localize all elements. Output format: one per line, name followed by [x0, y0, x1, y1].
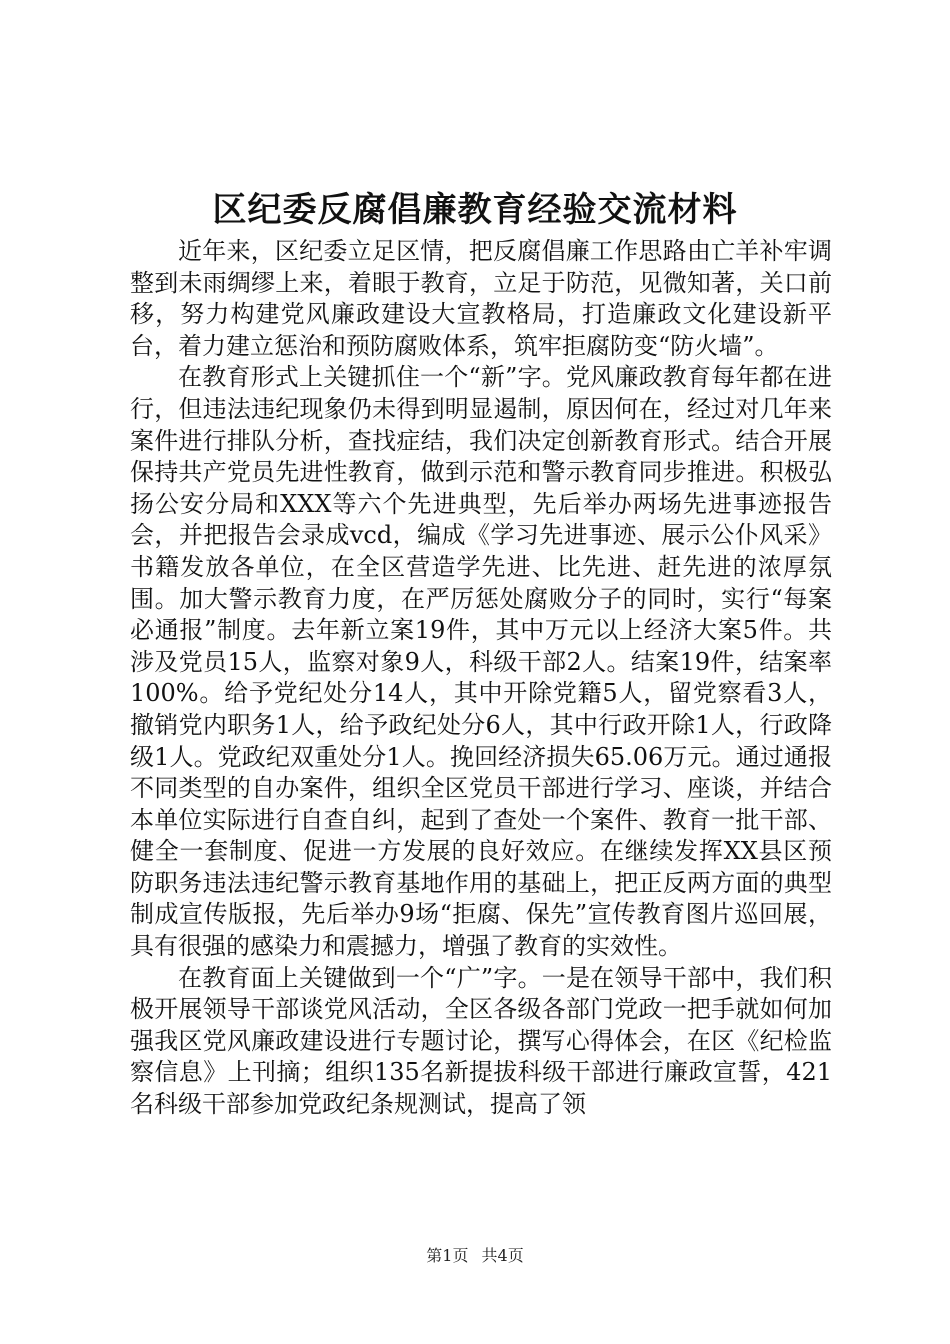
page-total: 共4页 — [481, 1246, 524, 1265]
page-footer — [0, 1243, 950, 1266]
document-title: 区纪委反腐倡廉教育经验交流材料 — [212, 190, 738, 230]
paragraph-education-form: 在教育形式上关键抓住一个“新”字。党风廉政教育每年都在进行，但违法违纪现象仍未得到明显遏制，原因何在，经过对几年来案件进行排队分析，查找症结，我们决定创新教育形式。结合开展保持共产党员先进性教育，做到示范和警示教育同步推进。积极弘扬公安分局和XXX等六个先进典型，先后举办两场先进事迹报告会，并把报告会录成vcd，编成《学习先进事迹、展示公仆风采》书籍发放各单位，在全区营造学先进、比先进、赶先进的浓厚氛围。加大警示教育力度，在严厉惩处腐败分子的同时，实行“每案必通报”制度。去年新立案19件，其中万元以上经济大案5件。共涉及党员15人，监察对象9人，科级干部2人。结案19件，结案率100%。给予党纪处分14人，其中开除党籍5人，留党察看3人，撤销党内职务1人，给予政纪处分6人，其中行政开除1人，行政降级1人。党政纪双重处分1人。挽回经济损失65.06万元。通过通报不同类型的自办案件，组织全区党员干部进行学习、座谈，并结合本单位实际进行自查自纠，起到了查处一个案件、教育一批干部、健全一套制度、促进一方发展的良好效应。在继续发挥XX县区预防职务违法违纪警示教育基地作用的基础上，把正反两方面的典型制成宣传版报，先后举办9场“拒腐、保先”宣传教育图片巡回展，具有很强的感染力和震撼力，增强了教育的实效性。 — [130, 363, 832, 961]
paragraph-education-scope: 在教育面上关键做到一个“广”字。一是在领导干部中，我们积极开展领导干部谈党风活动，全区各级各部门党政一把手就如何加强我区党风廉政建设进行专题讨论，撰写心得体会，在区《纪检监察信息》上刊摘；组织135名新提拔科级干部进行廉政宣誓，421名科级干部参加党政纪条规测试，提高了领 — [130, 963, 832, 1119]
paragraph-intro: 近年来，区纪委立足区情，把反腐倡廉工作思路由亡羊补牢调整到未雨绸缪上来，着眼于教育，立足于防范，见微知著，关口前移，努力构建党风廉政建设大宣教格局，打造廉政文化建设新平台，着力建立惩治和预防腐败体系，筑牢拒腐防变“防火墙”。 — [130, 237, 832, 360]
page-number: 第1页 — [426, 1246, 469, 1265]
document-body — [130, 236, 832, 1121]
